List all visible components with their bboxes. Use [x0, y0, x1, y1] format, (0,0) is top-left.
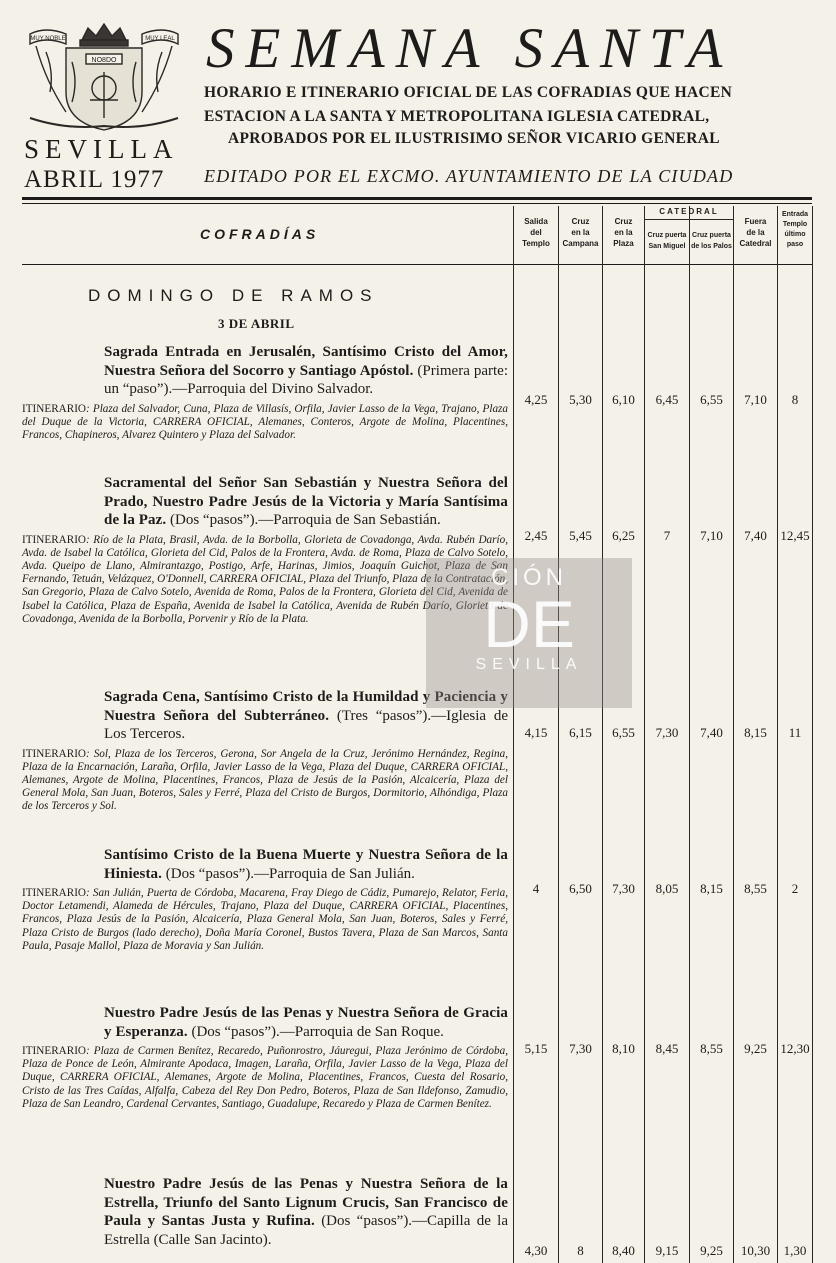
itinerary-label: ITINERARIO [22, 887, 87, 899]
header-line: Campana [562, 239, 599, 248]
time-salida: 4 [532, 881, 540, 896]
itinerary-text: : Sol, Plaza de los Terceros, Gerona, Sor Angela de la Cruz, Jerónimo Hernández, Regina, Plaza de la Encarnación, Laraña, Orfila, Javier Lasso de la Vega, Plaza del Duque, CARRERA OFICIAL, Alemanes, Argote de Molina, Placentines, Francos, Plaza de Jesús de la Pasión, Alcaicería, Plaza del General Mola, San Juan, Boteros, Sales y Ferré, Plaza del Cristo de Burgos, Dormitorio, Alhóndiga, Plaza de los Terceros y Sol. [22, 747, 508, 813]
crest-center-text: NO8DO [91, 57, 117, 64]
header-line: último [784, 231, 806, 238]
crest-motto-right: MUY LEAL [145, 36, 175, 42]
header-line: de la [746, 228, 765, 237]
cofradia-title: Santísimo Cristo de la Buena Muerte y Nuestra Señora de la Hiniesta. [104, 847, 508, 882]
time-salida: 2,45 [524, 528, 548, 543]
subtitle-line-3: APROBADOS POR EL ILUSTRISIMO SEÑOR VICARIO GENERAL [228, 130, 720, 147]
time-campana: 5,45 [569, 528, 592, 543]
time-san-miguel: 7,30 [655, 725, 679, 740]
header-line: Cruz puerta [647, 232, 687, 239]
cofradia-detail: (Dos “pasos”).—Parroquia de San Roque. [187, 1023, 444, 1040]
day-title: DOMINGO DE RAMOS [88, 286, 379, 305]
time-fuera: 7,40 [744, 528, 767, 543]
cofradia-title: Sacramental del Señor San Sebastián y Nuestra Señora del Prado, Nuestro Padre Jesús de la Victoria y María Santísima de la Paz. [104, 475, 508, 528]
salida-header [514, 216, 558, 249]
header-line: del [530, 228, 542, 237]
time-salida: 4,15 [524, 725, 548, 740]
time-palos: 8,55 [700, 1041, 723, 1056]
time-san-miguel: 6,45 [655, 392, 679, 407]
san-miguel-header [645, 230, 689, 252]
cofradia-detail: (Dos “pasos”).—Parroquia de San Julián. [162, 865, 415, 882]
time-plaza: 6,10 [612, 392, 635, 407]
archive-watermark [426, 558, 632, 708]
time-salida: 4,25 [524, 392, 548, 407]
time-salida: 5,15 [524, 1041, 548, 1056]
page-title: SEMANA SANTA [206, 17, 734, 80]
cofradia-name [104, 846, 508, 883]
time-entrada: 1,30 [783, 1243, 807, 1258]
time-campana: 5,30 [569, 392, 592, 407]
time-fuera: 8,15 [744, 725, 767, 740]
subtitle-line-2: ESTACION A LA SANTA Y METROPOLITANA IGLESIA CATEDRAL, [204, 108, 710, 125]
header-line: Entrada [781, 211, 809, 218]
time-plaza: 8,40 [612, 1243, 635, 1258]
cofradia-detail: (Dos “pasos”).—Capilla de la Estrella (Calle San Jacinto). [104, 1213, 508, 1248]
header-line: Catedral [739, 239, 772, 248]
time-palos: 6,55 [700, 392, 723, 407]
time-san-miguel: 8,05 [655, 881, 679, 896]
cofradia-name [104, 1175, 508, 1249]
times-row [0, 725, 836, 745]
time-fuera: 7,10 [744, 392, 767, 407]
time-plaza: 7,30 [612, 881, 635, 896]
time-san-miguel: 8,45 [655, 1041, 679, 1056]
time-entrada: 12,30 [780, 1041, 810, 1056]
crest-motto-left: MUY NOBLE [30, 36, 66, 42]
time-fuera: 10,30 [740, 1243, 771, 1258]
time-campana: 6,50 [569, 881, 592, 896]
time-san-miguel: 7 [663, 528, 671, 543]
time-san-miguel: 9,15 [655, 1243, 679, 1258]
fuera-header [734, 216, 777, 249]
plaza-header [603, 216, 644, 249]
entrada-header [778, 210, 812, 250]
city-name: SEVILLA [24, 134, 179, 164]
times-row [0, 392, 836, 412]
header-line: Templo [522, 239, 550, 248]
times-row [0, 1041, 836, 1061]
cofradia-title: Nuestro Padre Jesús de las Penas y Nuestra Señora de Gracia y Esperanza. [104, 1005, 508, 1040]
time-entrada: 8 [791, 392, 799, 407]
header-rule-thick [22, 197, 812, 200]
cofradia-name [104, 343, 508, 399]
time-salida: 4,30 [524, 1243, 548, 1258]
time-palos: 8,15 [700, 881, 723, 896]
itinerary-text: : Plaza de Carmen Benítez, Recaredo, Puñonrostro, Jáuregui, Plaza Jerónimo de Córdoba, Plaza de Ponce de León, Almirante Apodaca, Imagen, Laraña, Orfila, Javier Lasso de la Vega, Plaza del Duque, CARRERA OFICIAL, Alemanes, Argote de Molina, Placentines, Francos, Cuesta del Rosario, Cristo de las Tres Caídas, Alfalfa, Cabeza del Rey Don Pedro, Boteros, Plaza de San Ildefonso, Zamudio, Plaza de San Leandro, Cardenal Cervantes, Santiago, Guadalupe, Recaredo y Plaza de Carmen Benítez. [22, 1045, 508, 1110]
itinerary-text: : Plaza del Salvador, Cuna, Plaza de Villasís, Orfila, Javier Lasso de la Vega, Trajano, Plaza del Duque de la Victoria, CARRERA OFICIAL, Alemanes, Conteros, Argote de Molina, Placentines, Francos, Chapineros, Alvarez Quintero y Plaza del Salvador. [22, 402, 508, 441]
itinerary-label: ITINERARIO [22, 1045, 87, 1057]
header-line: Plaza [613, 239, 634, 248]
header-line: en la [571, 228, 590, 237]
time-entrada: 12,45 [780, 528, 810, 543]
itinerary-label: ITINERARIO [22, 747, 87, 760]
cofradia-detail: (Dos “pasos”).—Parroquia de San Sebastián. [166, 512, 441, 528]
time-entrada: 11 [788, 725, 802, 740]
watermark-line: SEVILLA [475, 656, 583, 673]
time-palos: 9,25 [700, 1243, 723, 1258]
column-header-rule [22, 264, 812, 265]
times-row [0, 528, 836, 548]
time-plaza: 6,25 [612, 528, 635, 543]
header-rule-thin [22, 203, 812, 204]
time-palos: 7,40 [700, 725, 723, 740]
edition-date: ABRIL 1977 [24, 166, 165, 193]
header-line: Fuera [744, 217, 767, 226]
itinerary-text: : Río de la Plata, Brasil, Avda. de la Borbolla, Glorieta de Covadonga, Avda. Rubén Darío, Avda. de Isabel la Católica, Glorieta del Cid, Palos de la Frontera, Avda. de Roma, Plaza de Calvo Sotelo, Avda. Queipo de Llano, Almirantazgo, Postigo, Arfe, Harinas, Jimios, Joaquín Guichot, Plaza de San Fernando, Tetuán, Velázquez, O'Donnell, CARRERA OFICIAL, Plaza del Triunfo, Plaza de la Contratación, San Gregorio, Plaza de Calvo Sotelo, Avenida de Roma, Palos de la Frontera, Glorieta del Cid, Avenida de Isabel la Católica, Plaza de España, Avenida de Isabel la Católica, Avenida de Rubén Darío, Glorieta de Covadonga, Avenida de la Borbolla, Porvenir y Río de la Plata. [22, 533, 508, 625]
header-line: Templo [782, 221, 808, 228]
itinerary-label: ITINERARIO [22, 533, 87, 546]
time-campana: 8 [577, 1243, 584, 1258]
watermark-line: CIÓN [491, 564, 567, 591]
cofradia-title: Nuestro Padre Jesús de las Penas y Nuestra Señora de la Estrella, Triunfo del Santo Lignum Crucis, San Francisco de Paula y Santas Justa y Rufina. [104, 1176, 508, 1229]
time-palos: 7,10 [700, 528, 723, 543]
time-plaza: 6,55 [612, 725, 635, 740]
cofradia-name [104, 1004, 508, 1041]
time-entrada: 2 [791, 881, 799, 896]
header-line: Cruz puerta [692, 232, 731, 239]
header-line: San Miguel [648, 243, 686, 250]
cofradia-detail: (Tres “pasos”).—Iglesia de Los Terceros. [104, 707, 508, 742]
watermark-line: DE [483, 587, 575, 661]
time-campana: 7,30 [569, 1041, 592, 1056]
header-line: en la [614, 228, 633, 237]
time-fuera: 8,55 [744, 881, 767, 896]
itinerary-text: : San Julián, Puerta de Córdoba, Macarena, Fray Diego de Cádiz, Pumarejo, Relator, Feria, Doctor Letamendi, Alameda de Hércules, Trajano, Plaza del Duque, CARRERA OFICIAL, Placentines, Francos, Plaza Jesús de la Pasión, Alcaicería, Plaza General Mola, San Juan, Boteros, Sales y Ferré, Plaza Cristo de Burgos (lado derecho), Doña María Coronel, Bustos Tavera, Plaza de San Marcos, Santa Paula, Pasaje Mallol, Plaza de Moravia y San Julián. [22, 887, 508, 952]
itinerary [22, 748, 508, 814]
cofradias-column-header: COFRADÍAS [200, 226, 320, 242]
cofradia-name [104, 474, 508, 530]
cofradia-detail: (Primera parte: un “paso”).—Parroquia del Divino Salvador. [104, 362, 508, 397]
cofradia-title: Sagrada Cena, Santísimo Cristo de la Humildad y Paciencia y Nuestra Señora del Subterráneo. [104, 689, 508, 724]
time-plaza: 8,10 [612, 1041, 635, 1056]
time-campana: 6,15 [569, 725, 592, 740]
day-date: 3 DE ABRIL [218, 316, 295, 331]
times-row [0, 1243, 836, 1263]
itinerary-label: ITINERARIO [22, 402, 87, 415]
catedral-rule [645, 219, 733, 220]
campana-header [559, 216, 602, 249]
sevilla-coat-of-arms [26, 22, 182, 132]
time-fuera: 9,25 [744, 1041, 767, 1056]
cofradia-entry [22, 1175, 508, 1249]
times-row [0, 881, 836, 901]
editor-line: EDITADO POR EL EXCMO. AYUNTAMIENTO DE LA CIUDAD [204, 166, 734, 186]
cofradia-title: Sagrada Entrada en Jerusalén, Santísimo Cristo del Amor, Nuestra Señora del Socorro y Santiago Apóstol. [104, 344, 508, 379]
subtitle-line-1: HORARIO E ITINERARIO OFICIAL DE LAS COFRADIAS QUE HACEN [204, 84, 733, 101]
catedral-header: CATEDRAL [659, 207, 719, 216]
palos-header [690, 230, 733, 252]
header-line: Cruz [571, 217, 590, 226]
header-line: paso [786, 241, 804, 248]
header-line: Salida [524, 217, 548, 226]
header-line: de los Palos [691, 243, 732, 250]
header-line: Cruz [614, 217, 633, 226]
